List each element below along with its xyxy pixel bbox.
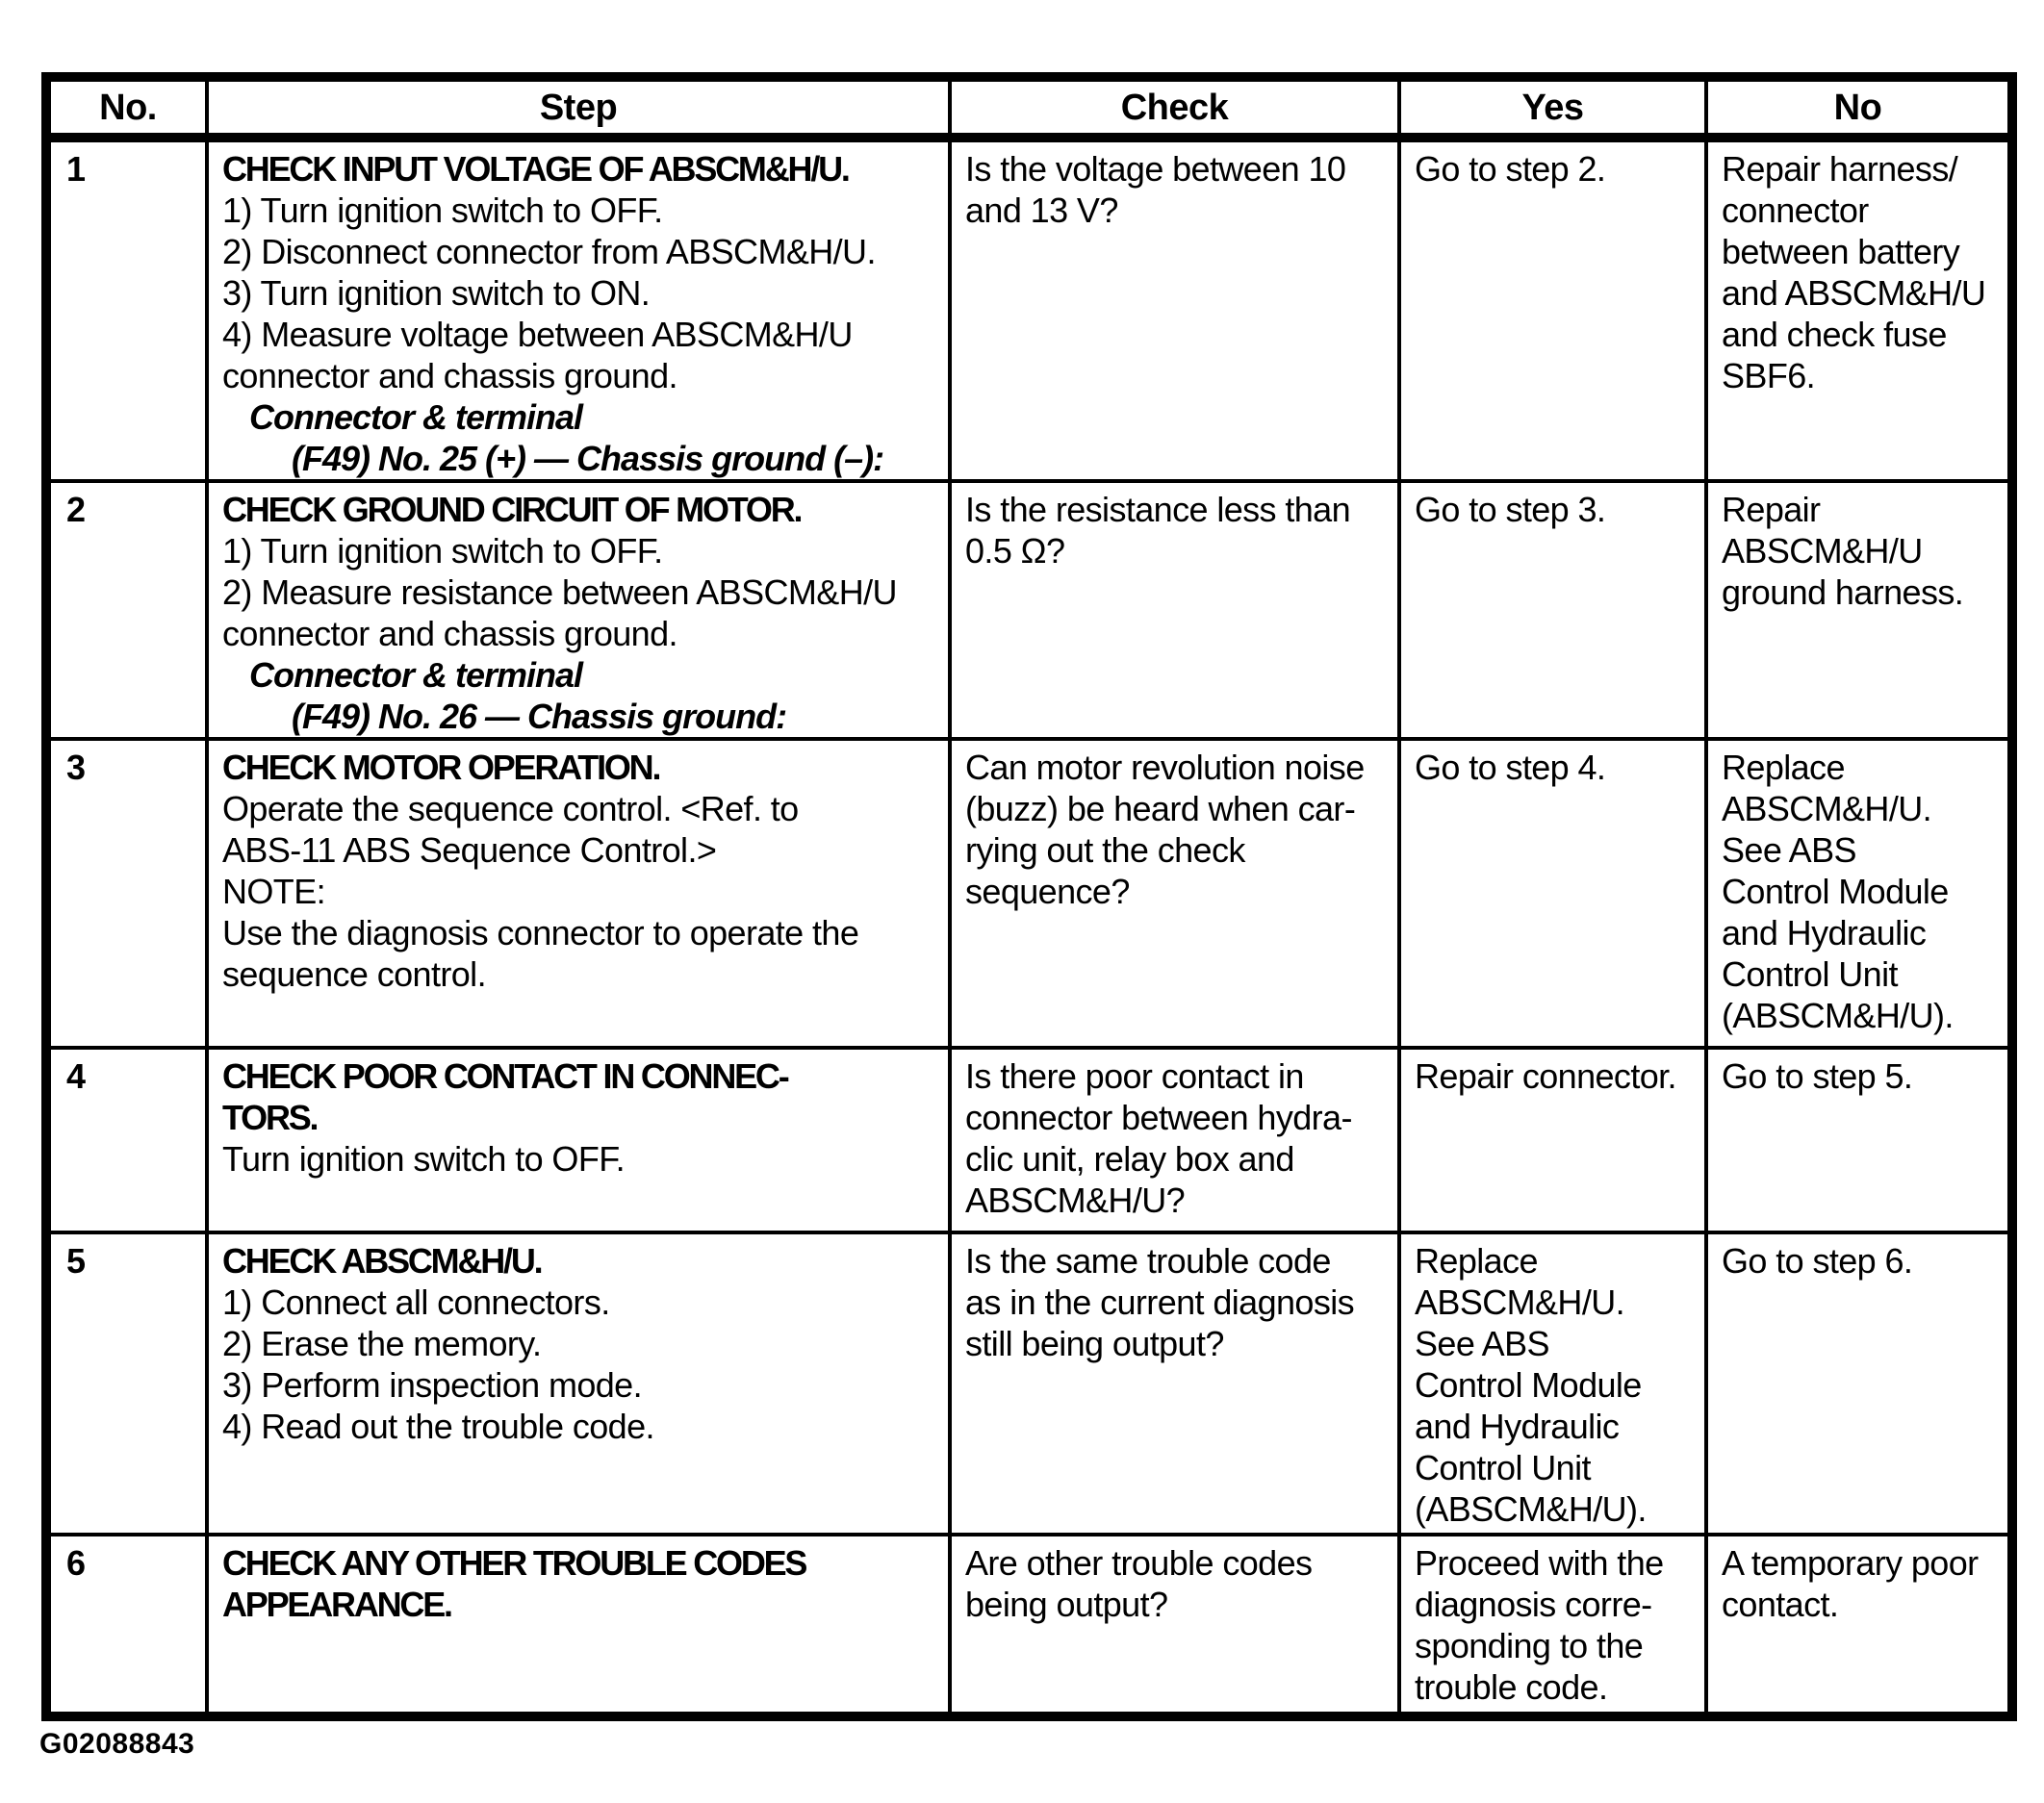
step-cell xyxy=(207,138,950,481)
step-cell xyxy=(207,1232,950,1535)
check-cell xyxy=(950,739,1399,1048)
step-instructions xyxy=(222,1138,938,1180)
text-line: 1) Connect all connectors. xyxy=(222,1282,610,1322)
table-header-row xyxy=(46,77,2012,138)
text-line: connector and chassis ground. xyxy=(222,356,677,395)
text-line: connector and chassis ground. xyxy=(222,614,677,653)
step-cell xyxy=(207,481,950,739)
connector-terminal-detail: (F49) No. 25 (+) — Chassis ground (–): xyxy=(292,439,884,478)
text-line: being output? xyxy=(965,1585,1168,1624)
text-line: Control Module xyxy=(1722,872,1949,911)
text-line: Control Unit xyxy=(1722,954,1898,994)
text-line: Control Unit xyxy=(1415,1448,1591,1487)
text-line: ABSCM&H/U. xyxy=(1415,1282,1625,1322)
check-cell xyxy=(950,1048,1399,1232)
yes-cell xyxy=(1399,138,1706,481)
text-line: Repair harness/ xyxy=(1722,149,1958,189)
step-instructions xyxy=(222,190,938,396)
text-line: Go to step 6. xyxy=(1722,1241,1913,1281)
text-line: Repair connector. xyxy=(1415,1056,1676,1096)
step-title xyxy=(222,747,938,788)
column-header-check: Check xyxy=(950,77,1399,138)
no-cell xyxy=(1706,1048,2012,1232)
check-cell xyxy=(950,481,1399,739)
text-line: and check fuse xyxy=(1722,315,1947,354)
text-line: Control Module xyxy=(1415,1365,1642,1405)
text-line: and ABSCM&H/U xyxy=(1722,273,1986,313)
step-instructions xyxy=(222,788,938,995)
text-line: 2) Measure resistance between ABSCM&H/U xyxy=(222,572,897,612)
text-line: APPEARANCE. xyxy=(222,1585,451,1624)
text-line: Proceed with the xyxy=(1415,1543,1664,1583)
text-line: rying out the check xyxy=(965,830,1245,870)
step-instructions xyxy=(222,1282,938,1447)
text-line: NOTE: xyxy=(222,872,326,911)
text-line: connector between hydra- xyxy=(965,1098,1352,1137)
text-line: still being output? xyxy=(965,1324,1224,1363)
step-title xyxy=(222,1240,938,1282)
step-number: 2 xyxy=(46,481,207,739)
table-row-2 xyxy=(46,481,2012,739)
text-line: ABSCM&H/U? xyxy=(965,1181,1186,1220)
text-line: 1) Turn ignition switch to OFF. xyxy=(222,531,663,571)
table-row-5 xyxy=(46,1232,2012,1535)
column-header-no-result: No xyxy=(1706,77,2012,138)
text-line: See ABS xyxy=(1415,1324,1549,1363)
text-line: 0.5 Ω? xyxy=(965,531,1065,571)
step-cell xyxy=(207,1048,950,1232)
text-line: See ABS xyxy=(1722,830,1856,870)
text-line: ground harness. xyxy=(1722,572,1964,612)
step-number: 4 xyxy=(46,1048,207,1232)
column-header-step: Step xyxy=(207,77,950,138)
text-line: (ABSCM&H/U). xyxy=(1415,1489,1647,1529)
text-line: Replace xyxy=(1415,1241,1538,1281)
no-cell xyxy=(1706,138,2012,481)
step-number: 5 xyxy=(46,1232,207,1535)
step-number: 3 xyxy=(46,739,207,1048)
text-line: CHECK INPUT VOLTAGE OF ABSCM&H/U. xyxy=(222,149,849,189)
no-cell xyxy=(1706,1535,2012,1716)
text-line: ABSCM&H/U xyxy=(1722,531,1923,571)
column-header-yes: Yes xyxy=(1399,77,1706,138)
step-title xyxy=(222,489,938,530)
table-row-6 xyxy=(46,1535,2012,1716)
connector-terminal-label: Connector & terminal xyxy=(249,655,583,695)
text-line: CHECK POOR CONTACT IN CONNEC- xyxy=(222,1056,788,1096)
no-cell xyxy=(1706,739,2012,1048)
step-title xyxy=(222,1542,938,1625)
step-title xyxy=(222,148,938,190)
step-number: 6 xyxy=(46,1535,207,1716)
text-line: Turn ignition switch to OFF. xyxy=(222,1139,626,1179)
text-line: ABS-11 ABS Sequence Control.> xyxy=(222,830,717,870)
no-cell xyxy=(1706,1232,2012,1535)
yes-cell xyxy=(1399,1232,1706,1535)
text-line: and 13 V? xyxy=(965,190,1118,230)
text-line: trouble code. xyxy=(1415,1667,1608,1707)
text-line: and Hydraulic xyxy=(1415,1407,1620,1446)
yes-cell xyxy=(1399,739,1706,1048)
text-line: 1) Turn ignition switch to OFF. xyxy=(222,190,663,230)
text-line: Go to step 5. xyxy=(1722,1056,1913,1096)
step-instructions xyxy=(222,530,938,654)
step-number: 1 xyxy=(46,138,207,481)
text-line: sequence control. xyxy=(222,954,486,994)
check-cell xyxy=(950,1535,1399,1716)
step-cell xyxy=(207,739,950,1048)
text-line: Use the diagnosis connector to operate the xyxy=(222,913,859,952)
text-line: Go to step 4. xyxy=(1415,748,1606,787)
text-line: diagnosis corre- xyxy=(1415,1585,1652,1624)
text-line: sequence? xyxy=(965,872,1130,911)
text-line: Repair xyxy=(1722,490,1821,529)
text-line: and Hydraulic xyxy=(1722,913,1927,952)
text-line: CHECK ANY OTHER TROUBLE CODES xyxy=(222,1543,806,1583)
table-row-3 xyxy=(46,739,2012,1048)
text-line: TORS. xyxy=(222,1098,318,1137)
text-line: Go to step 3. xyxy=(1415,490,1606,529)
text-line: Can motor revolution noise xyxy=(965,748,1365,787)
text-line: (ABSCM&H/U). xyxy=(1722,996,1954,1035)
check-cell xyxy=(950,1232,1399,1535)
yes-cell xyxy=(1399,481,1706,739)
text-line: (buzz) be heard when car- xyxy=(965,789,1356,828)
connector-terminal-label: Connector & terminal xyxy=(249,397,583,437)
text-line: Are other trouble codes xyxy=(965,1543,1313,1583)
table-row-1 xyxy=(46,138,2012,481)
text-line: as in the current diagnosis xyxy=(965,1282,1355,1322)
text-line: ABSCM&H/U. xyxy=(1722,789,1932,828)
text-line: contact. xyxy=(1722,1585,1839,1624)
connector-terminal-detail: (F49) No. 26 — Chassis ground: xyxy=(292,697,787,736)
text-line: Is the voltage between 10 xyxy=(965,149,1346,189)
no-cell xyxy=(1706,481,2012,739)
text-line: 2) Disconnect connector from ABSCM&H/U. xyxy=(222,232,876,271)
figure-code: G02088843 xyxy=(39,1728,195,1760)
text-line: between battery xyxy=(1722,232,1960,271)
text-line: Is the resistance less than xyxy=(965,490,1351,529)
text-line: 4) Measure voltage between ABSCM&H/U xyxy=(222,315,853,354)
text-line: clic unit, relay box and xyxy=(965,1139,1294,1179)
table-row-4 xyxy=(46,1048,2012,1232)
yes-cell xyxy=(1399,1535,1706,1716)
text-line: SBF6. xyxy=(1722,356,1816,395)
text-line: CHECK GROUND CIRCUIT OF MOTOR. xyxy=(222,490,802,529)
diagnostic-table xyxy=(41,72,2017,1721)
text-line: connector xyxy=(1722,190,1869,230)
column-header-no: No. xyxy=(46,77,207,138)
check-cell xyxy=(950,138,1399,481)
text-line: CHECK MOTOR OPERATION. xyxy=(222,748,660,787)
step-title xyxy=(222,1055,938,1138)
text-line: Replace xyxy=(1722,748,1845,787)
text-line: 4) Read out the trouble code. xyxy=(222,1407,654,1446)
text-line: 3) Perform inspection mode. xyxy=(222,1365,642,1405)
text-line: Is there poor contact in xyxy=(965,1056,1304,1096)
text-line: sponding to the xyxy=(1415,1626,1644,1665)
text-line: Is the same trouble code xyxy=(965,1241,1331,1281)
yes-cell xyxy=(1399,1048,1706,1232)
text-line: A temporary poor xyxy=(1722,1543,1979,1583)
text-line: CHECK ABSCM&H/U. xyxy=(222,1241,542,1281)
step-cell xyxy=(207,1535,950,1716)
text-line: 2) Erase the memory. xyxy=(222,1324,542,1363)
text-line: Go to step 2. xyxy=(1415,149,1606,189)
text-line: Operate the sequence control. <Ref. to xyxy=(222,789,799,828)
text-line: 3) Turn ignition switch to ON. xyxy=(222,273,651,313)
